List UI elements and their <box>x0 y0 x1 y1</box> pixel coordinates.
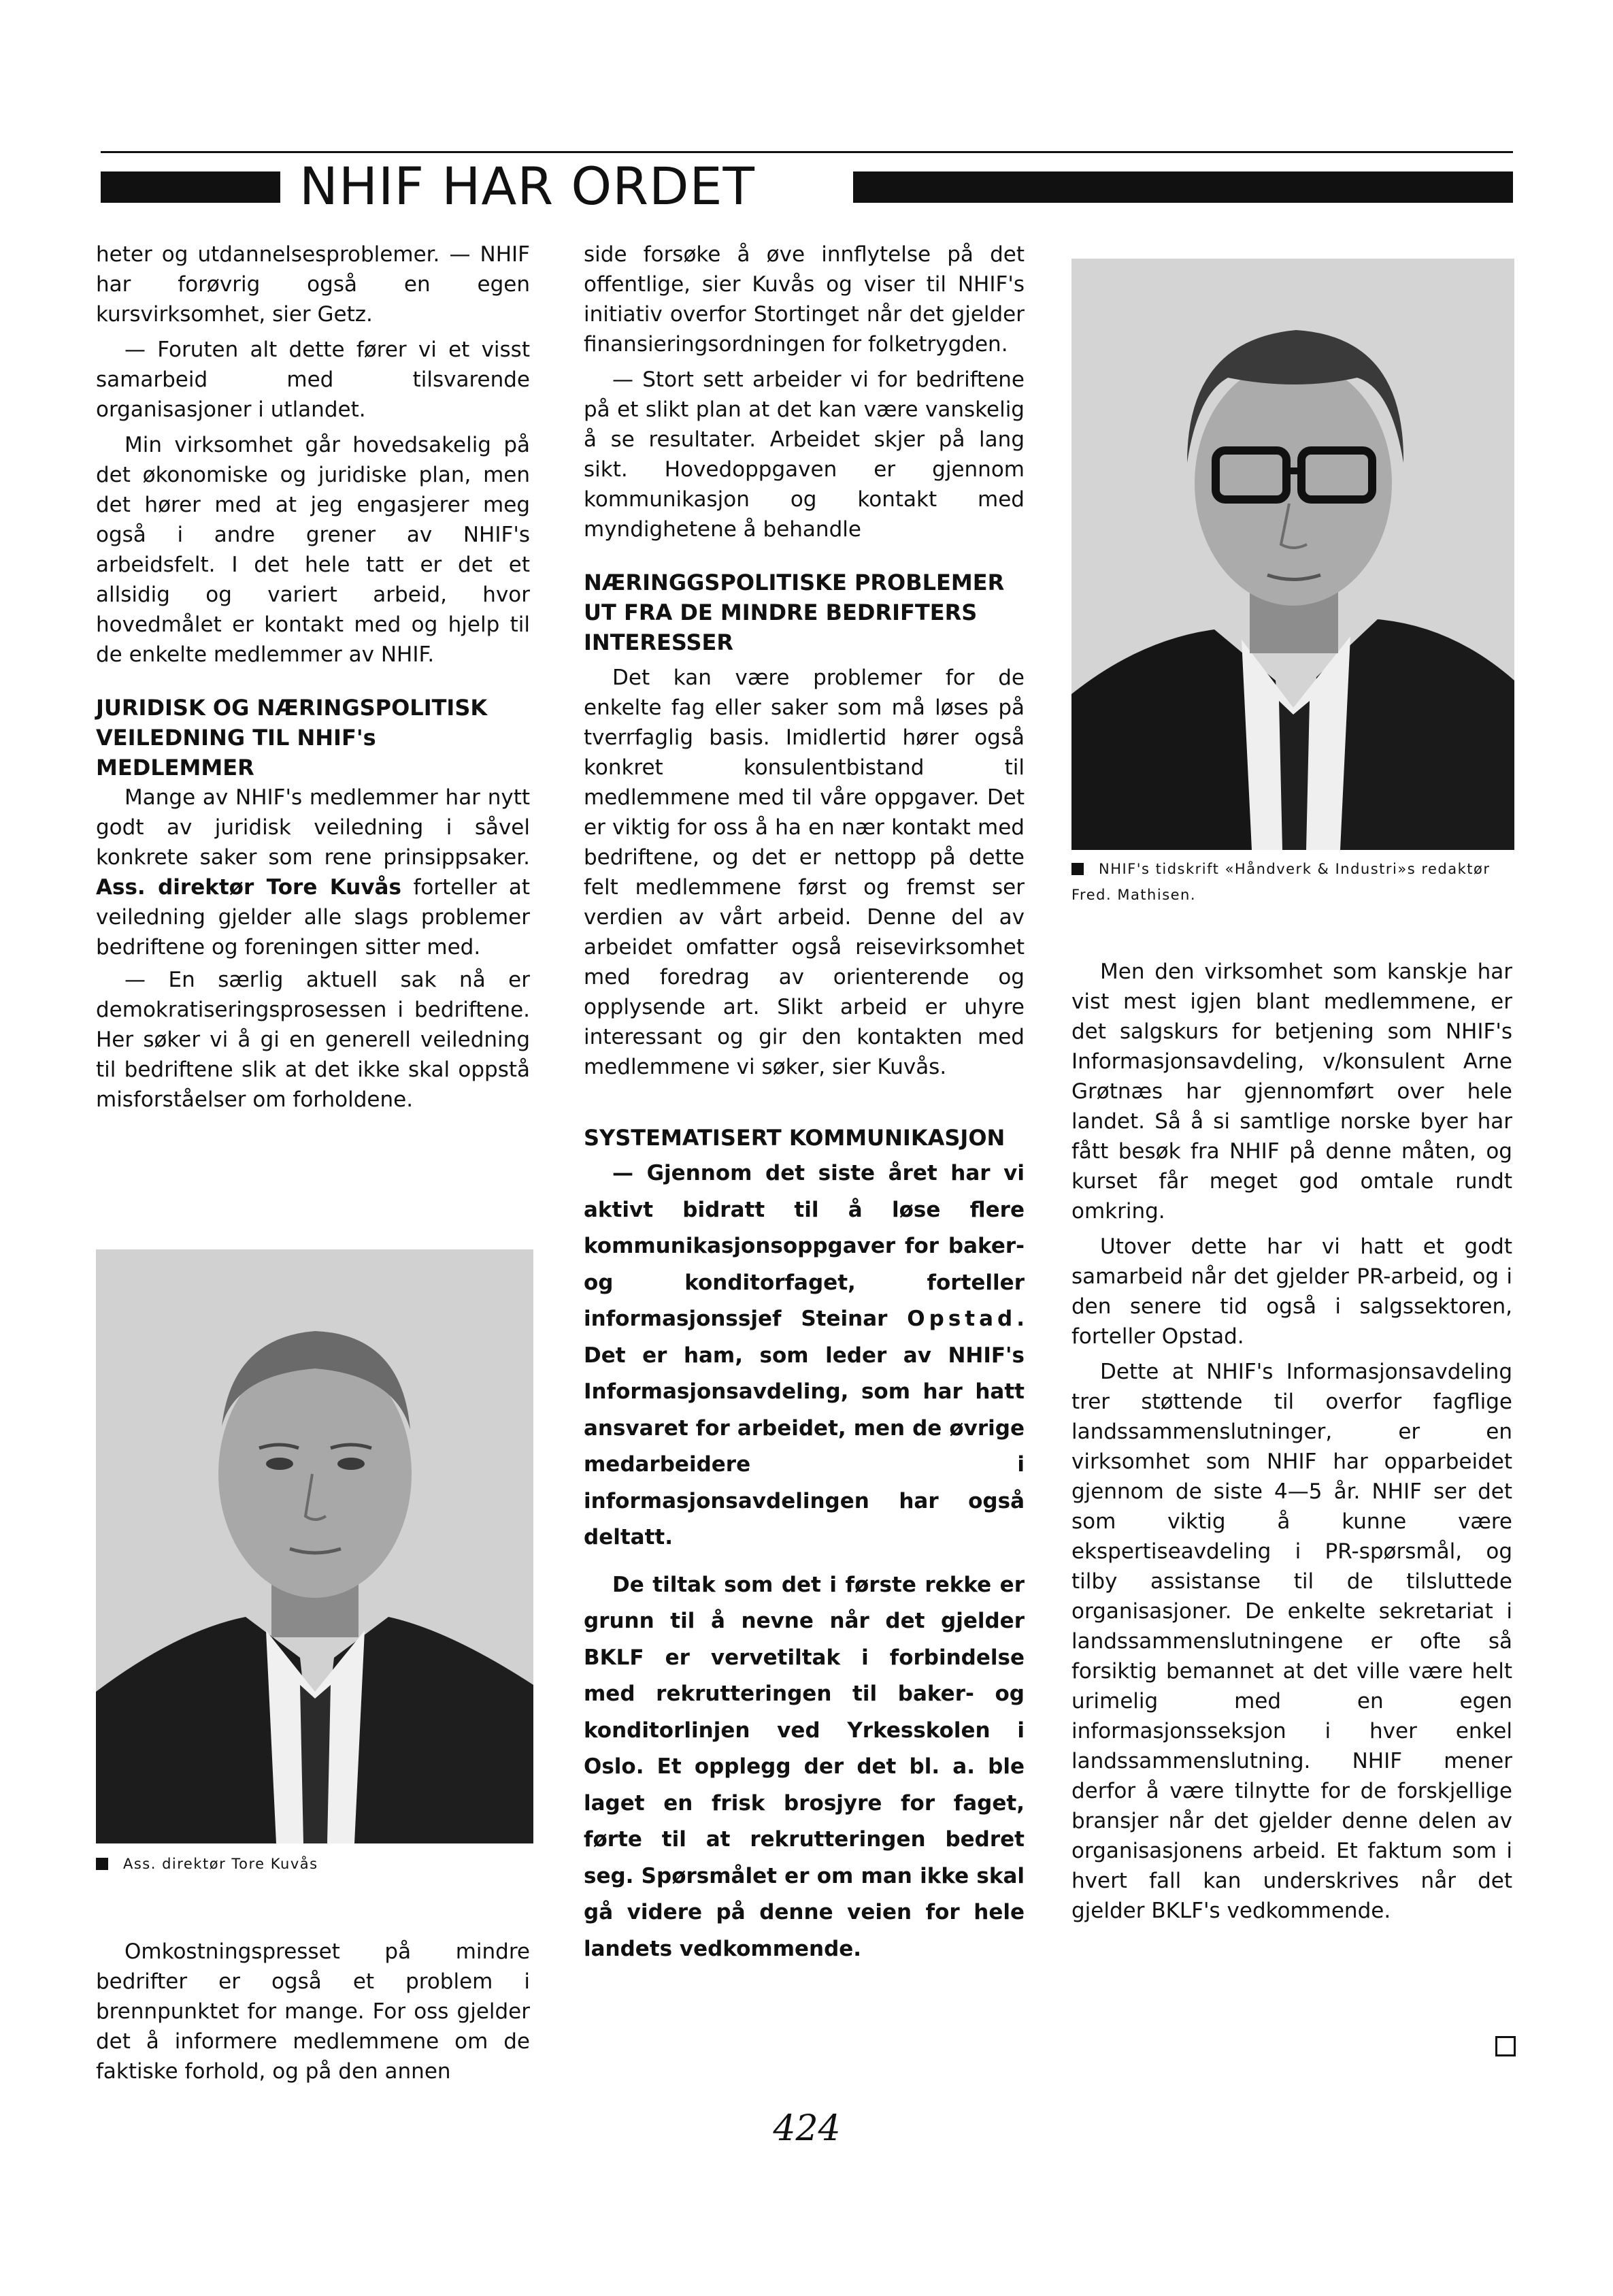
col2-paragraph-2: — Stort sett arbeider vi for bedriftene på et slikt plan at det kan være vanskelig å se resultater. Arbeidet skjer på lang sikt. Hovedoppgaven er gjennom kommunikasjon og kontakt med myndighetene å behandle <box>584 367 1025 542</box>
col2-paragraph-5: De tiltak som det i første rekke er grunn til å nevne når det gjelder BKLF er vervetiltak i forbindelse med rekrutteringen til baker- og konditorlinjen ved Yrkesskolen i Oslo. Et opplegg der det bl. a. ble laget en frisk brosjyre for faget, førte til at rekrutteringen bedret seg. Spørsmålet er om man ikke skal gå videre på denne veien for hele landets vedkommende. <box>584 1572 1025 1961</box>
banner-bar-right <box>853 171 1513 203</box>
banner-bar-left <box>101 171 280 203</box>
photo-kuvas <box>96 1249 533 1843</box>
banner-title: NHIF HAR ORDET <box>299 156 755 216</box>
col1-paragraph-1: heter og utdannelsesproblemer. — NHIF har forøvrig også en egen kursvirksomhet, sier Getz. <box>96 242 530 327</box>
column-2 <box>584 240 1025 1967</box>
col2-p4-text-a: — Gjennom det siste året har vi aktivt bidratt til å løse flere kommunikasjonsoppgaver for baker- og konditorfaget, forteller informasjonssjef Steinar <box>584 1161 1025 1331</box>
col3-paragraph-2: Utover dette har vi hatt et godt samarbeid når det gjelder PR-arbeid, og i den senere tid også i salgssektoren, forteller Opstad. <box>1071 1234 1512 1349</box>
col1-heading: JURIDISK OG NÆRINGSPOLITISK VEILEDNING TIL NHIF's MEDLEMMER <box>96 695 488 781</box>
top-rule <box>101 151 1513 153</box>
end-of-article-icon <box>1495 2036 1516 2056</box>
col2-heading-1: NÆRINGGSPOLITISKE PROBLEMER UT FRA DE MINDRE BEDRIFTERS INTERESSER <box>584 570 1005 655</box>
col3-paragraph-3: Dette at NHIF's Informasjonsavdeling trer støttende til overfor fagflige landssammenslutninger, er en virksomhet som NHIF har opparbeidet gjennom de siste 4—5 år. NHIF ser det som viktig å kunne være ekspertiseavdeling i PR-spørsmål, og tilby assistanse til de tilsluttede organisasjoner. De enkelte sekretariat i landssammenslutningene er ofte så forsiktig bemannet at det ville være helt urimelig med en egen informasjonsseksjon i hver enkel landssammenslutning. NHIF mener derfor å være tilnytte for de forskjellige bransjer når det gjelder denne delen av organisasjonens arbeid. Et faktum som i hvert fall kan underskrives når det gjelder BKLF's vedkommende. <box>1071 1360 1512 1923</box>
caption-kuvas <box>96 1851 533 1877</box>
photo-mathisen <box>1071 259 1514 850</box>
col1-p4-text-c: forteller at veiledning gjelder alle slags problemer bedriftene og foreningen sitter med. <box>96 875 530 960</box>
col2-p4-text-b: . Det er ham, som leder av NHIF's Informasjonsavdeling, som har hatt ansvaret for arbeidet, men de øvrige medarbeidere i informasjonsavdelingen har også deltatt. <box>584 1307 1025 1549</box>
col1-p4-name: Ass. direktør Tore Kuvås <box>96 875 401 900</box>
col1-p4-text-a: Mange av NHIF's medlemmer har nytt godt av juridisk veiledning i såvel konkrete saker som rene prinsippsaker. <box>96 785 530 870</box>
portrait-kuvas-image <box>96 1249 533 1843</box>
col2-heading-2: SYSTEMATISERT KOMMUNIKASJON <box>584 1125 1005 1151</box>
caption-bullet-icon <box>1071 863 1084 875</box>
col2-paragraph-1: side forsøke å øve innflytelse på det offentlige, sier Kuvås og viser til NHIF's initiativ overfor Stortinget når det gjelder finansieringsordningen for folketrygden. <box>584 242 1025 357</box>
col1-paragraph-4 <box>96 783 530 962</box>
col2-p4-name: Opstad <box>907 1307 1017 1331</box>
column-1 <box>96 240 530 1115</box>
col1-paragraph-5: — En særlig aktuell sak nå er demokratiseringsprosessen i bedriftene. Her søker vi å gi en generell veiledning til bedriftene slik at det ikke skal oppstå misforståelser om forholdene. <box>96 968 530 1112</box>
caption-kuvas-text: Ass. direktør Tore Kuvås <box>123 1856 318 1872</box>
col3-paragraph-1: Men den virksomhet som kanskje har vist mest igjen blant medlemmene, er det salgskurs for betjening som NHIF's Informasjonsavdeling, v/konsulent Arne Grøtnæs har gjennomført over hele landet. Så å si samtlige norske byer har fått besøk fra NHIF på denne måten, og kurset får meget god omtale rundt omkring. <box>1071 960 1512 1224</box>
caption-bullet-icon <box>96 1858 108 1870</box>
col1-paragraph-6: Omkostningspresset på mindre bedrifter er også et problem i brennpunktet for mange. For oss gjelder det å informere medlemmene om de faktiske forhold, og på den annen <box>96 1939 530 2084</box>
caption-mathisen <box>1071 856 1514 908</box>
page-number: 424 <box>773 2108 841 2149</box>
column-1-bottom <box>96 1937 530 2086</box>
col1-paragraph-2: — Foruten alt dette fører vi et visst samarbeid med tilsvarende organisasjoner i utlandet. <box>96 338 530 422</box>
section-banner <box>101 156 1513 216</box>
column-3 <box>1071 957 1512 1926</box>
col1-paragraph-3: Min virksomhet går hovedsakelig på det økonomiske og juridiske plan, men det hører med at jeg engasjerer meg også i andre grener av NHIF's arbeidsfelt. I det hele tatt er det et allsidig og variert arbeid, hvor hovedmålet er kontakt med og hjelp til de enkelte medlemmer av NHIF. <box>96 433 530 667</box>
caption-mathisen-text: NHIF's tidskrift «Håndverk & Industri»s redaktør Fred. Mathisen. <box>1071 861 1491 903</box>
col2-paragraph-3: Det kan være problemer for de enkelte fag eller saker som må løses på tverrfaglig basis. Imidlertid hører også konkret konsulentbistand til medlemmene med til våre oppgaver. Det er viktig for oss å ha en nær kontakt med bedriftene, og det er nettopp på dette felt medlemmene først og fremst ser verdien av vårt arbeid. Denne del av arbeidet omfatter også reisevirksomhet med foredrag av orienterende og opplysende art. Slikt arbeid er uhyre interessant og gir den kontakten med medlemmene vi søker, sier Kuvås. <box>584 666 1025 1079</box>
portrait-mathisen-image <box>1071 259 1514 850</box>
col2-paragraph-4 <box>584 1155 1025 1556</box>
